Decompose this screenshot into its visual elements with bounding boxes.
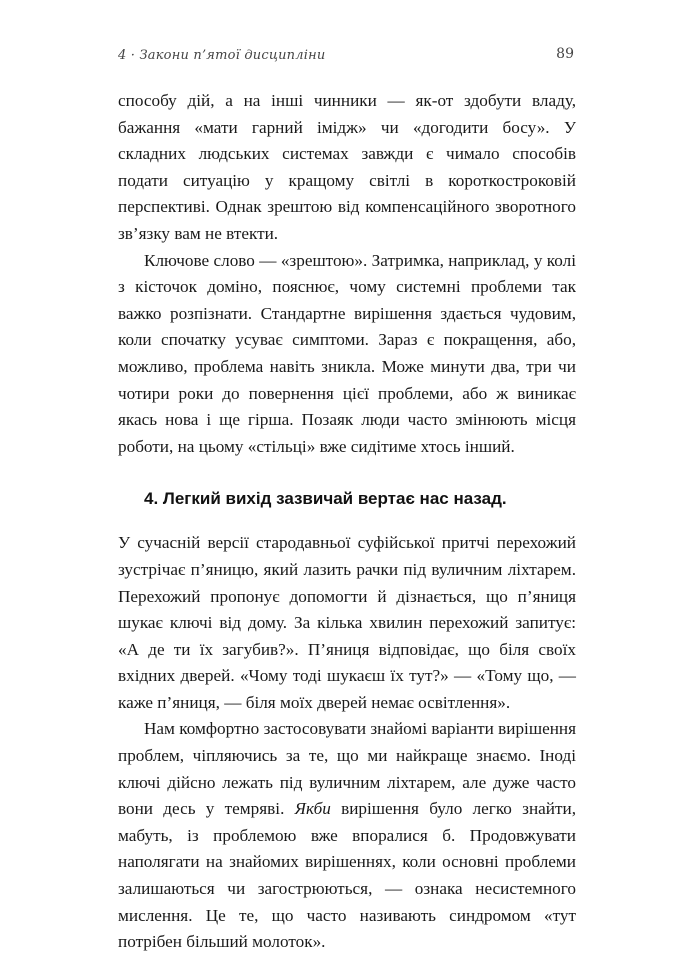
running-head: 4 · Закони п’ятої дисципліни [118,48,326,63]
paragraph [118,716,576,955]
paragraph: способу дій, а на інші чинники — як-от здобути владу, бажання «мати гарний імідж» чи «догодити босу». У складних людських системах завжди є чимало способів подати ситуацію у кращому світлі в короткостроковій перспективі. Однак зрештою від компенсаційного зворотного зв’язку вам не втекти. [118,91,576,243]
paragraph: У сучасній версії стародавньої суфійської притчі перехожий зустрічає п’яницю, який лазить рачки під вуличним ліхтарем. Перехожий пропонує допомогти й дізнається, що п’яниця шукає ключі від дому. За кілька хвилин перехожий запитує: «А де ти їх загубив?». П’яниця відповідає, що біля своїх вхідних дверей. «Чому тоді шукаєш їх тут?» — «Тому що, — каже п’яниця, — біля моїх дверей немає освітлення». [118,533,576,712]
paragraph-text: Нам комфортно застосовувати знайомі варіанти вирішення проблем, чіпляючись за те, що ми найкраще знаємо. Іноді ключі дійсно лежать під вуличним ліхтарем, але дуже часто вони десь у темряві. [118,719,576,819]
emphasis: Якби [294,799,331,819]
section-heading: 4. Легкий вихід зазвичай вертає нас назад. [144,489,507,509]
body-text [118,88,576,956]
paragraph-text: вирішення було легко знайти, мабуть, із проблемою вже впоралися б. Продовжувати наполягати на знайомих вирішеннях, коли основні проблеми залишаються чи загострюються, — ознака несистемного мислення. Це те, що часто називають синдромом «тут потрібен більший молоток». [118,799,576,952]
page-number: 89 [556,46,574,62]
paragraph: Ключове слово — «зрештою». Затримка, наприклад, у колі з кісточок доміно, пояснює, чому системні проблеми так важко розпізнати. Стандартне вирішення здається чудовим, коли спочатку усуває симптоми. Зараз є покращення, або, можливо, проблема навіть зникла. Може минути два, три чи чотири роки до повернення цієї проблеми, або ж виникає якась нова і ще гірша. Позаяк люди часто змінюють місця роботи, на цьому «стільці» вже сидітиме хтось інший. [118,250,576,456]
